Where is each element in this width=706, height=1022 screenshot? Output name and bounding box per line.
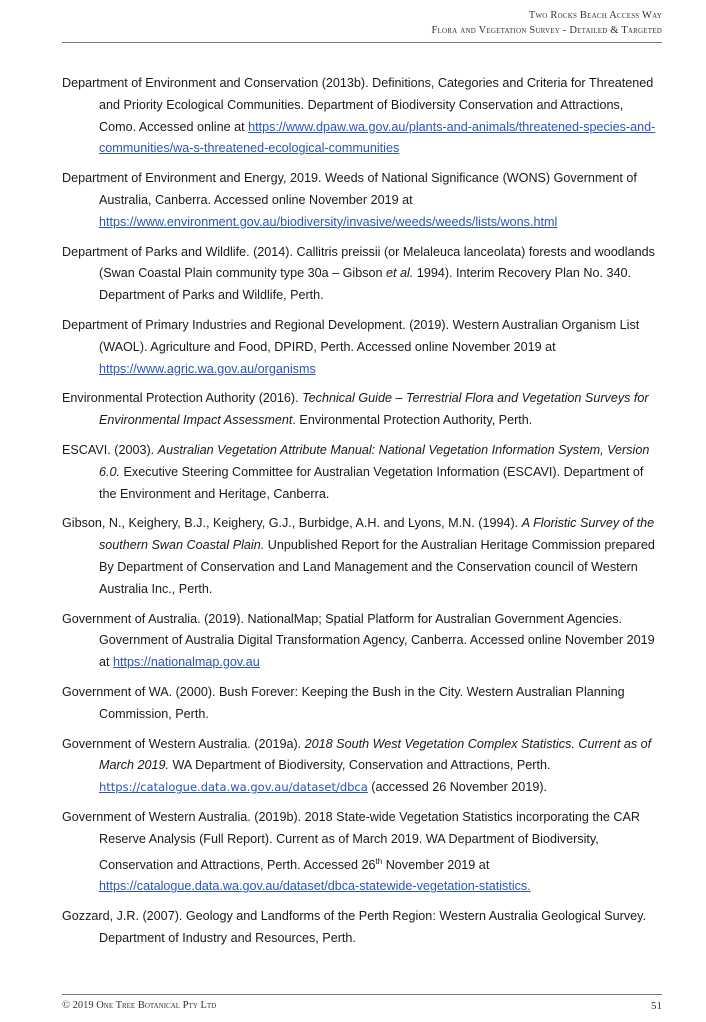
reference-entry bbox=[62, 73, 662, 160]
reference-text: Unpublished Report for the Australian Heritage Commission prepared By Department of Conservation and Land Management and the Conservation council of Western Australia Inc., Perth. bbox=[99, 538, 655, 596]
reference-link[interactable]: https://catalogue.data.wa.gov.au/dataset/dbca-statewide-vegetation-statistics. bbox=[99, 879, 531, 894]
reference-italic-text: Australian Vegetation Attribute Manual: National Vegetation Information System, Version 6.0. bbox=[99, 442, 650, 479]
reference-text: Department of Primary Industries and Regional Development. (2019). Western Australian Organism List (WAOL). Agriculture and Food, DPIRD, Perth. Accessed online November 2019 at bbox=[62, 317, 640, 354]
reference-text: Department of Environment and Energy, 2019. Weeds of National Significance (WONS) Government of Australia, Canberra. Accessed online November 2019 at bbox=[62, 171, 637, 207]
header-subtitle: Flora and Vegetation Survey - Detailed & Targeted bbox=[431, 25, 662, 36]
reference-italic-text: et al. bbox=[386, 266, 414, 281]
reference-entry bbox=[62, 682, 662, 726]
footer-copyright: © 2019 One Tree Botanical Pty Ltd bbox=[62, 1000, 217, 1011]
reference-text: (accessed 26 November 2019). bbox=[367, 780, 548, 795]
reference-entry bbox=[62, 168, 662, 233]
reference-link[interactable]: https://catalogue.data.wa.gov.au/dataset/dbca bbox=[99, 780, 368, 795]
reference-text: Government of WA. (2000). Bush Forever: Keeping the Bush in the City. Western Australian Planning Commission, Perth. bbox=[62, 684, 625, 721]
reference-italic-text: A Floristic Survey of the southern Swan Coastal Plain. bbox=[99, 516, 655, 553]
reference-entry bbox=[62, 734, 662, 799]
reference-text: . Environmental Protection Authority, Perth. bbox=[292, 413, 533, 428]
reference-text: WA Department of Biodiversity, Conservation and Attractions, Perth. bbox=[169, 758, 551, 773]
header-title: Two Rocks Beach Access Way bbox=[528, 10, 662, 21]
reference-text: Department of Environment and Conservation (2013b). Definitions, Categories and Criteria for Threatened and Priority Ecological Communities. Department of Biodiversity Conservation and Attractions, Como. Accessed online at bbox=[62, 76, 654, 134]
reference-entry bbox=[62, 906, 662, 950]
reference-link[interactable]: https://nationalmap.gov.au bbox=[113, 655, 260, 670]
reference-text: Gibson, N., Keighery, B.J., Keighery, G.J., Burbidge, A.H. and Lyons, M.N. (1994). bbox=[62, 516, 522, 531]
reference-text: Environmental Protection Authority (2016). bbox=[62, 391, 303, 406]
reference-entry bbox=[62, 807, 662, 898]
page-number: 51 bbox=[651, 1000, 662, 1012]
reference-list bbox=[62, 73, 662, 958]
reference-entry bbox=[62, 609, 662, 674]
reference-text: Department of Parks and Wildlife. (2014). Callitris preissii (or Melaleuca lanceolata) forests and woodlands (Swan Coastal Plain community type 30a – Gibson bbox=[62, 244, 655, 281]
reference-entry bbox=[62, 242, 662, 307]
reference-link[interactable]: https://www.agric.wa.gov.au/organisms bbox=[99, 361, 316, 376]
reference-text: Government of Western Australia. (2019b). 2018 State-wide Vegetation Statistics incorporating the CAR Reserve Analysis (Full Report). Current as of March 2019. WA Department of Biodiversity, Conservation and Attractions, Perth. Accessed 26 bbox=[62, 809, 640, 872]
page-header bbox=[432, 8, 662, 38]
reference-text: Gozzard, J.R. (2007). Geology and Landforms of the Perth Region: Western Australia Geological Survey. Department of Industry and Resources, Perth. bbox=[62, 909, 647, 946]
reference-italic-text: 2018 South West Vegetation Complex Statistics. Current as of March 2019. bbox=[99, 736, 652, 773]
reference-entry bbox=[62, 513, 662, 600]
reference-text: Government of Australia. (2019). NationalMap; Spatial Platform for Australian Government Agencies. Government of Australia Digital Transformation Agency, Canberra. Accessed online November 2019 at bbox=[62, 611, 655, 670]
reference-superscript: th bbox=[375, 856, 383, 866]
reference-text: Executive Steering Committee for Australian Vegetation Information (ESCAVI). Department of the Environment and Heritage, Canberra. bbox=[99, 464, 644, 501]
header-divider bbox=[62, 42, 662, 43]
reference-text: ESCAVI. (2003). bbox=[62, 442, 158, 457]
reference-entry bbox=[62, 315, 662, 380]
reference-text: 1994). Interim Recovery Plan No. 340. Department of Parks and Wildlife, Perth. bbox=[99, 266, 632, 303]
reference-text: Government of Western Australia. (2019a). bbox=[62, 736, 305, 751]
reference-text: November 2019 at bbox=[382, 857, 490, 872]
footer-divider bbox=[62, 994, 662, 995]
reference-entry bbox=[62, 388, 662, 432]
reference-link[interactable]: https://www.dpaw.wa.gov.au/plants-and-animals/threatened-species-and-communities/wa-s-threatened-ecological-communities bbox=[99, 119, 656, 156]
reference-italic-text: Technical Guide – Terrestrial Flora and Vegetation Surveys for Environmental Impact Assessment bbox=[99, 391, 649, 428]
reference-link[interactable]: https://www.environment.gov.au/biodiversity/invasive/weeds/weeds/lists/wons.html bbox=[99, 214, 558, 229]
reference-entry bbox=[62, 440, 662, 505]
